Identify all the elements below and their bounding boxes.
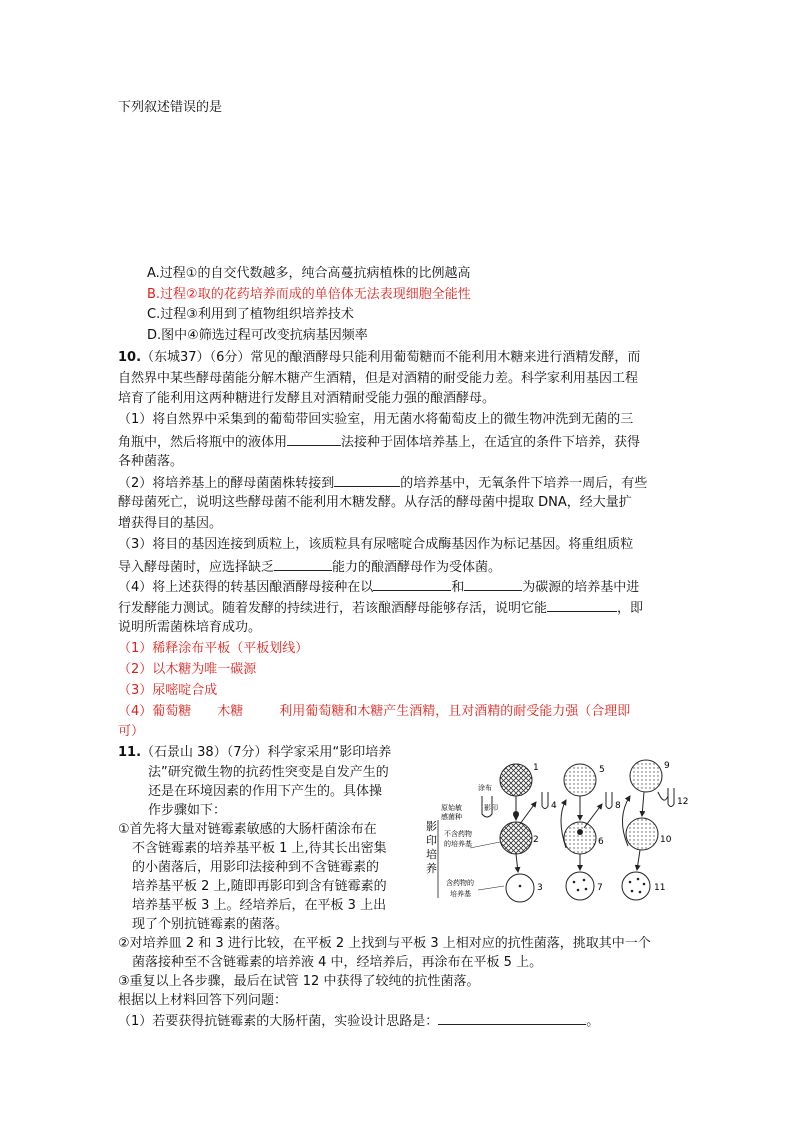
label-spread: 涂布 [478,784,492,792]
answer-blank[interactable] [373,576,451,591]
label-print: 影印 [484,804,498,812]
q11-line2: 法”研究微生物的抗药性突变是自发产生的 [148,765,389,780]
q11-question-1 [118,1010,599,1032]
plate-num-1: 1 [533,763,539,773]
answer-blank[interactable] [334,472,400,487]
q11-step1-e: 培养基平板 3 上。经培养后，在平板 3 上出 [132,898,387,913]
q11-line3: 还是在环境因素的作用下产生的。具体操 [148,784,383,799]
q10-part3-post: 能力的酿酒酵母作为受体菌。 [332,560,502,575]
q11-step2-a: ②对培养皿 2 和 3 进行比较，在平板 2 上找到与平板 3 上相对应的抗性菌落，挑取其中一个 [118,936,651,951]
q11-step2-b: 菌落接种至不含链霉素的培养液 4 中，经培养后，再涂布在平板 5 上。 [132,955,543,970]
plate-num-11: 11 [654,883,666,893]
q10-part3-line1: （3）将目的基因连接到质粒上，该质粒具有尿嘧啶合成酶基因作为标记基因。将重组质粒 [118,537,634,552]
plate-6 [564,822,596,854]
q11-question-1-text: （1）若要获得抗链霉素的大肠杆菌，实验设计思路是： [118,1014,439,1029]
q10-part1-post: 法接种于固体培养基上，在适宜的条件下培养，获得 [341,435,641,450]
plate-num-5: 5 [599,765,605,775]
q10-answer-4-part3: 利用葡萄糖和木糖产生酒精，且对酒精的耐受能力强（合理即 [279,704,631,719]
q11-step1-b: 不含链霉素的培养基平板 1 上,待其长出密集 [132,841,387,856]
plate-7 [566,872,594,900]
plate-9 [630,760,662,792]
answer-blank[interactable] [287,431,341,446]
q11-head [118,743,391,763]
plate-num-7: 7 [597,883,603,893]
side-label-3: 培 [426,848,437,861]
q10-part4-line2 [118,597,643,619]
q11-line4: 作步骤如下： [148,803,227,818]
q10-part1-pre: 角瓶中，然后将瓶中的液体用 [118,435,288,450]
q9-stem-tail: 下列叙述错误的是 [118,100,223,115]
q10-answer-4 [118,702,630,722]
answer-blank[interactable] [547,597,617,612]
plate-11 [622,872,650,900]
plate-1 [500,764,532,796]
q10-answer-4-part1: （4）葡萄糖 [118,704,192,719]
label-drug-2: 培养基 [450,890,471,898]
q11-step1-c: 的小菌落后，用影印法接种到不含链霉素的 [132,860,380,875]
q10-part4-line1 [118,576,639,598]
q10-part1-line3: 各种菌落。 [118,454,184,469]
q10-part4-post: 为碳源的培养基中进 [522,580,640,595]
q9-option-c: C.过程③利用到了植物组织培养技术 [147,307,354,322]
q10-part2-post: 的培养基中，无氧条件下培养一周后，有些 [400,476,648,491]
q10-part3-line2 [118,556,501,578]
side-label-1: 影 [426,820,437,833]
label-original: 原始敏 [441,804,462,812]
q10-number: 10. [118,350,142,365]
q9-option-a: A.过程①的自交代数越多，纯合高蔓抗病植株的比例越高 [147,266,471,281]
plate-num-6: 6 [598,837,604,847]
plate-num-10: 10 [660,835,672,845]
answer-blank[interactable] [438,1010,586,1025]
q10-part2-line2: 酵母菌死亡，说明这些酵母菌不能利用木糖发酵。从存活的酵母菌中提取 DNA，经大量扩 [118,495,632,510]
plate-num-4: 4 [551,801,557,811]
label-nodrug: 不含药物 [444,830,472,838]
q10-answer-4-line2: 可） [118,724,145,739]
q10-part4b-post: ，即 [617,601,644,616]
q11-head-text: （石景山 38）（7分）科学家采用“影印培养 [141,745,392,760]
plate-num-3: 3 [537,883,543,893]
q10-part2-line1 [118,472,647,494]
q10-answer-4-part2: 木糖 [217,704,244,719]
q11-step1-d: 培养基平板 2 上,随即再影印到含有链霉素的 [132,879,387,894]
answer-blank[interactable] [464,576,522,591]
plate-2 [500,822,532,854]
label-nodrug-2: 的培养基 [444,840,472,848]
answer-blank[interactable] [274,556,332,571]
q10-head-line3: 培育了能利用这两种糖进行发酵且对酒精耐受能力强的酿酒酵母。 [118,391,496,406]
label-drug: 含药物的 [446,879,474,887]
q10-head-text: （东城37）（6分）常见的酿酒酵母只能利用葡萄糖而不能利用木糖来进行酒精发酵，而 [141,350,641,365]
label-original-2: 感菌种 [441,813,462,821]
plate-3 [506,874,534,902]
q9-option-d: D.图中④筛选过程可改变抗病基因频率 [147,328,368,343]
q10-head-line2: 自然界中某些酵母菌能分解木糖产生酒精，但是对酒精的耐受能力差。科学家利用基因工程 [118,371,639,386]
q10-part4-line3: 说明所需菌株培育成功。 [118,620,262,635]
q11-prompt: 根据以上材料回答下列问题： [118,993,288,1008]
q10-part1-line2 [118,431,640,453]
plate-5 [564,764,596,796]
plate-10 [626,818,658,850]
q11-number: 11. [118,745,142,760]
q10-part4-mid: 和 [451,580,465,595]
plate-num-2: 2 [533,835,539,845]
q10-head [118,348,640,368]
q10-part1-line1: （1）将自然界中采集到的葡萄带回实验室，用无菌水将葡萄皮上的微生物冲洗到无菌的三 [118,412,634,427]
q10-answer-3: （3）尿嘧啶合成 [118,683,218,698]
q11-question-1-end: 。 [586,1014,600,1029]
q10-part4-pre: （4）将上述获得的转基因酿酒酵母接种在以 [118,580,374,595]
plate-num-8: 8 [615,801,621,811]
side-label-2: 印 [426,834,437,847]
q10-part2-pre: （2）将培养基上的酵母菌菌株转接到 [118,476,335,491]
q11-step1-f: 现了个别抗链霉素的菌落。 [132,917,289,932]
plate-num-12: 12 [677,797,689,807]
q10-part3-pre: 导入酵母菌时，应选择缺乏 [118,560,275,575]
q10-answer-1: （1）稀释涂布平板（平板划线） [118,641,309,656]
q9-option-b: B.过程②取的花药培养而成的单倍体无法表现细胞全能性 [147,287,471,302]
q11-step3: ③重复以上各步骤，最后在试管 12 中获得了较纯的抗性菌落。 [118,974,480,989]
q11-step1-a: ①首先将大量对链霉素敏感的大肠杆菌涂布在 [118,822,377,837]
q10-part4b-pre: 行发酵能力测试。随着发酵的持续进行，若该酿酒酵母能够存活，说明它能 [118,601,548,616]
q10-answer-2: （2）以木糖为唯一碳源 [118,662,257,677]
plate-num-9: 9 [664,761,670,771]
q10-part2-line3: 增获得目的基因。 [118,516,223,531]
side-label-4: 养 [426,862,437,875]
replica-plating-figure [416,758,700,910]
